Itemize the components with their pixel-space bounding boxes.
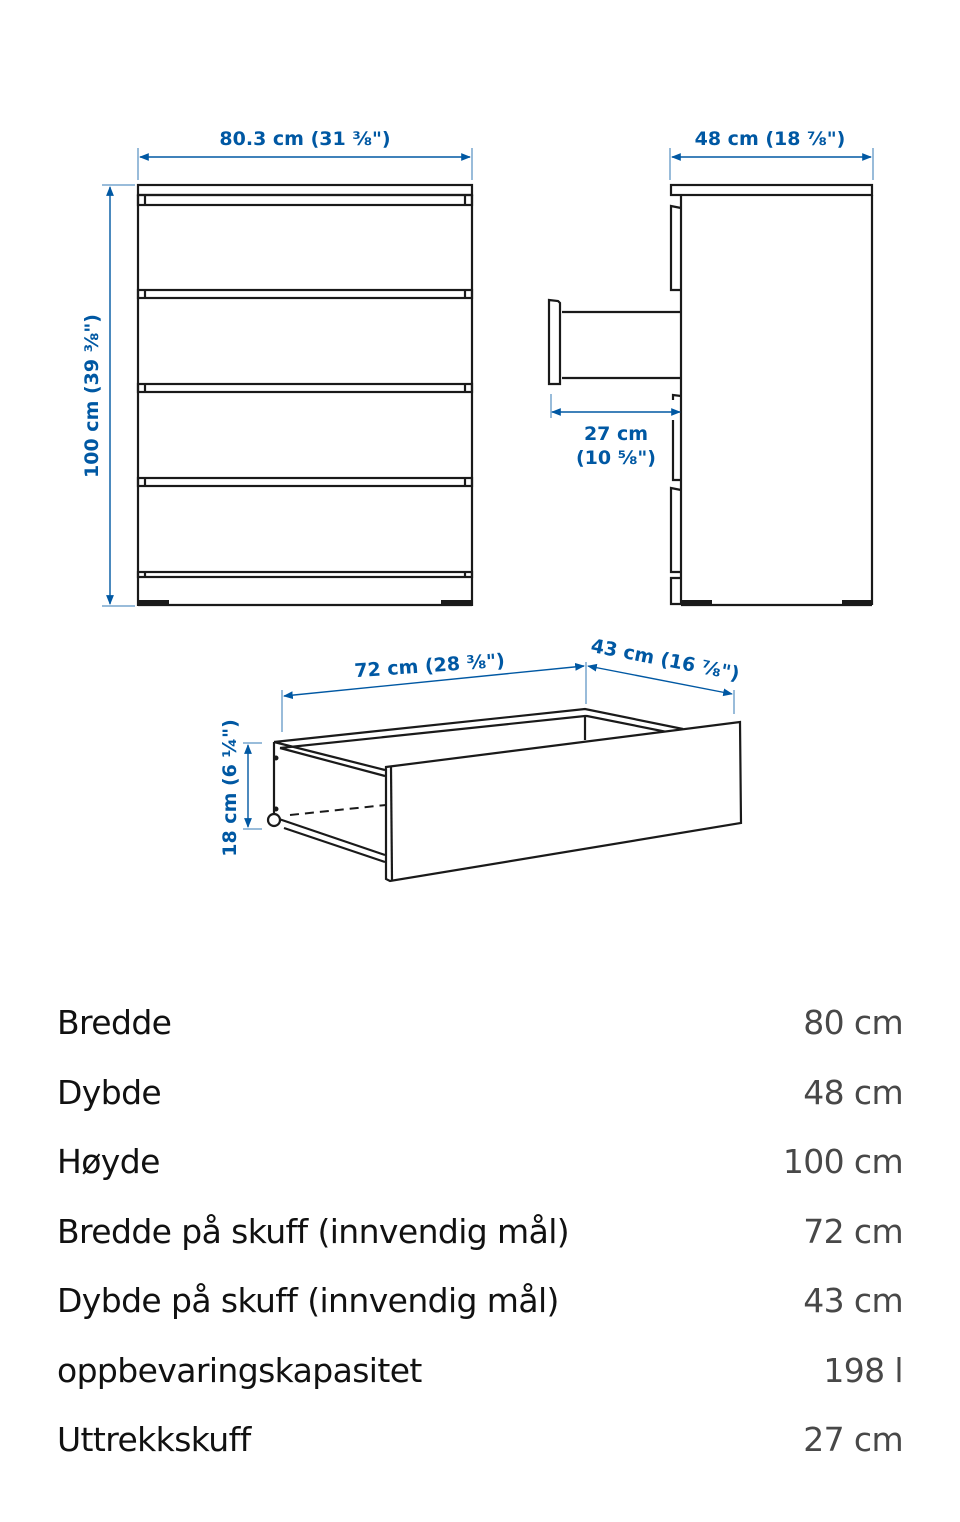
spec-row-drawer-depth [57,1266,903,1336]
spec-value: 72 cm [803,1211,903,1251]
side-view [549,128,873,606]
spec-label: Dybde på skuff (innvendig mål) [57,1281,559,1321]
spec-value: 80 cm [803,1003,903,1043]
spec-label: Høyde [57,1142,160,1182]
drawer-height-label: 18 cm (6 ¼") [219,719,241,857]
drawer-depth-label: 43 cm (16 ⅞") [589,634,742,686]
drawer-view [219,635,741,881]
spec-label: Dybde [57,1072,162,1112]
spec-row-width [57,988,903,1058]
spec-value: 48 cm [803,1072,903,1112]
spec-value: 27 cm [803,1420,903,1460]
spec-label: Uttrekkskuff [57,1420,251,1460]
spec-row-capacity [57,1336,903,1406]
front-width-label: 80.3 cm (31 ⅜") [219,128,391,150]
side-depth-label: 48 cm (18 ⅞") [694,128,846,150]
specs-table [57,988,903,1475]
drawer-width-label: 72 cm (28 ⅜") [353,649,506,683]
spec-row-height [57,1127,903,1197]
extension-label-line2: (10 ⅝") [576,447,656,469]
extension-label-line1: 27 cm [583,423,649,445]
spec-row-depth [57,1058,903,1128]
spec-value: 43 cm [803,1281,903,1321]
spec-label: oppbevaringskapasitet [57,1350,422,1390]
spec-value: 198 l [823,1350,903,1390]
spec-row-extension [57,1405,903,1475]
front-height-label: 100 cm (39 ⅜") [81,314,103,478]
front-view [81,128,472,606]
spec-row-drawer-width [57,1197,903,1267]
spec-value: 100 cm [782,1142,903,1182]
spec-label: Bredde på skuff (innvendig mål) [57,1211,570,1251]
spec-label: Bredde [57,1003,172,1043]
